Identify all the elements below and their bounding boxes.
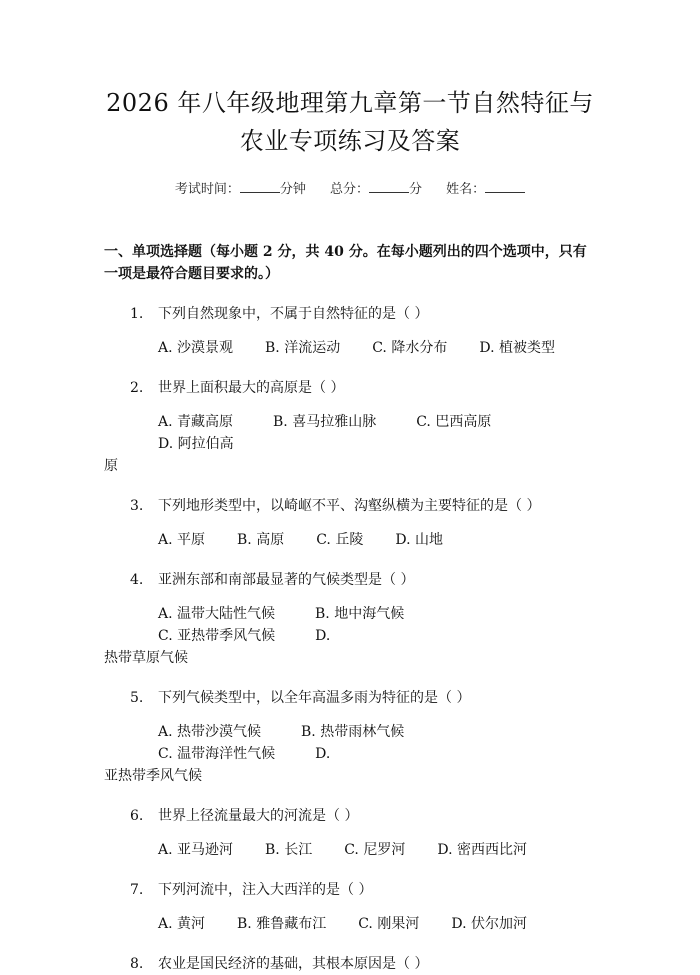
time-field: 考试时间： 分钟 xyxy=(174,182,306,197)
page-title xyxy=(104,0,596,160)
option-item[interactable]: D. 山地 xyxy=(395,532,443,548)
question xyxy=(104,805,596,861)
name-field: 姓名： xyxy=(446,182,525,197)
option-item[interactable]: C. 亚热带季风气候 xyxy=(158,628,276,644)
question xyxy=(104,495,596,551)
question-stem xyxy=(104,879,596,901)
option-item[interactable]: B. 长江 xyxy=(265,842,313,858)
question-number: 5. xyxy=(130,690,144,706)
option-item[interactable]: B. 高原 xyxy=(237,532,285,548)
option-wrap-text: 热带草原气候 xyxy=(104,650,188,666)
question-stem xyxy=(104,569,596,591)
time-blank[interactable] xyxy=(240,180,280,193)
option-item[interactable]: D. xyxy=(315,746,331,762)
question xyxy=(104,303,596,359)
option-item[interactable]: D. xyxy=(315,628,331,644)
option-item[interactable]: B. 雅鲁藏布江 xyxy=(237,916,327,932)
question-stem xyxy=(104,495,596,517)
question-number: 8. xyxy=(130,956,144,972)
question-text: 下列自然现象中，不属于自然特征的是（ ） xyxy=(158,306,429,322)
question-number: 1. xyxy=(130,306,144,322)
question-text: 亚洲东部和南部最显著的气候类型是（ ） xyxy=(158,572,415,588)
question-number: 2. xyxy=(130,380,144,396)
section-heading: 一、单项选择题（每小题 2 分，共 40 分。在每小题列出的四个选项中，只有一项是最符合题目要求的。） xyxy=(104,244,587,282)
option-wrap-text: 亚热带季风气候 xyxy=(104,768,202,784)
option-list xyxy=(104,913,596,935)
question-number: 3. xyxy=(130,498,144,514)
option-item[interactable]: D. 伏尔加河 xyxy=(451,916,527,932)
option-list xyxy=(104,721,596,787)
question-stem xyxy=(104,687,596,709)
question xyxy=(104,569,596,669)
question xyxy=(104,377,596,477)
question-text: 下列气候类型中，以全年高温多雨为特征的是（ ） xyxy=(158,690,471,706)
option-item[interactable]: B. 地中海气候 xyxy=(315,606,405,622)
option-list xyxy=(104,529,596,551)
option-item[interactable]: C. 丘陵 xyxy=(316,532,364,548)
option-item[interactable]: C. 巴西高原 xyxy=(416,414,492,430)
question-list xyxy=(104,303,596,975)
name-blank[interactable] xyxy=(485,180,525,193)
option-item[interactable]: A. 亚马逊河 xyxy=(158,842,234,858)
option-item[interactable]: D. 植被类型 xyxy=(479,340,555,356)
question-text: 下列地形类型中，以崎岖不平、沟壑纵横为主要特征的是（ ） xyxy=(158,498,541,514)
option-item[interactable]: A. 沙漠景观 xyxy=(158,340,234,356)
option-item[interactable]: B. 喜马拉雅山脉 xyxy=(273,414,377,430)
option-item[interactable]: A. 黄河 xyxy=(158,916,206,932)
option-list xyxy=(104,411,596,477)
question-number: 6. xyxy=(130,808,144,824)
question-text: 农业是国民经济的基础，其根本原因是（ ） xyxy=(158,956,429,972)
question xyxy=(104,879,596,935)
exam-meta xyxy=(104,178,596,197)
option-wrap-text: 原 xyxy=(104,458,118,474)
option-list xyxy=(104,839,596,861)
option-item[interactable]: B. 热带雨林气候 xyxy=(301,724,405,740)
title-line-2: 农业专项练习及答案 xyxy=(239,127,461,155)
score-field: 总分： 分 xyxy=(329,182,423,197)
option-item[interactable]: A. 温带大陆性气候 xyxy=(158,606,276,622)
option-item[interactable]: D. 阿拉伯高 xyxy=(158,436,234,452)
question-text: 世界上面积最大的高原是（ ） xyxy=(158,380,345,396)
question-stem xyxy=(104,805,596,827)
option-item[interactable]: C. 温带海洋性气候 xyxy=(158,746,276,762)
option-item[interactable]: A. 平原 xyxy=(158,532,206,548)
option-list xyxy=(104,603,596,669)
question xyxy=(104,953,596,975)
question-number: 7. xyxy=(130,882,144,898)
title-line-1: 2026 年八年级地理第九章第一节自然特征与 xyxy=(106,89,594,117)
option-list xyxy=(104,337,596,359)
option-item[interactable]: B. 洋流运动 xyxy=(265,340,341,356)
question-text: 下列河流中，注入大西洋的是（ ） xyxy=(158,882,373,898)
option-item[interactable]: C. 降水分布 xyxy=(372,340,448,356)
score-blank[interactable] xyxy=(369,180,409,193)
option-item[interactable]: D. 密西西比河 xyxy=(437,842,527,858)
question xyxy=(104,687,596,787)
option-item[interactable]: C. 刚果河 xyxy=(358,916,420,932)
option-item[interactable]: A. 热带沙漠气候 xyxy=(158,724,262,740)
question-number: 4. xyxy=(130,572,144,588)
option-item[interactable]: C. 尼罗河 xyxy=(344,842,406,858)
question-stem xyxy=(104,953,596,975)
question-stem xyxy=(104,377,596,399)
question-text: 世界上径流量最大的河流是（ ） xyxy=(158,808,359,824)
question-stem xyxy=(104,303,596,325)
option-item[interactable]: A. 青藏高原 xyxy=(158,414,234,430)
